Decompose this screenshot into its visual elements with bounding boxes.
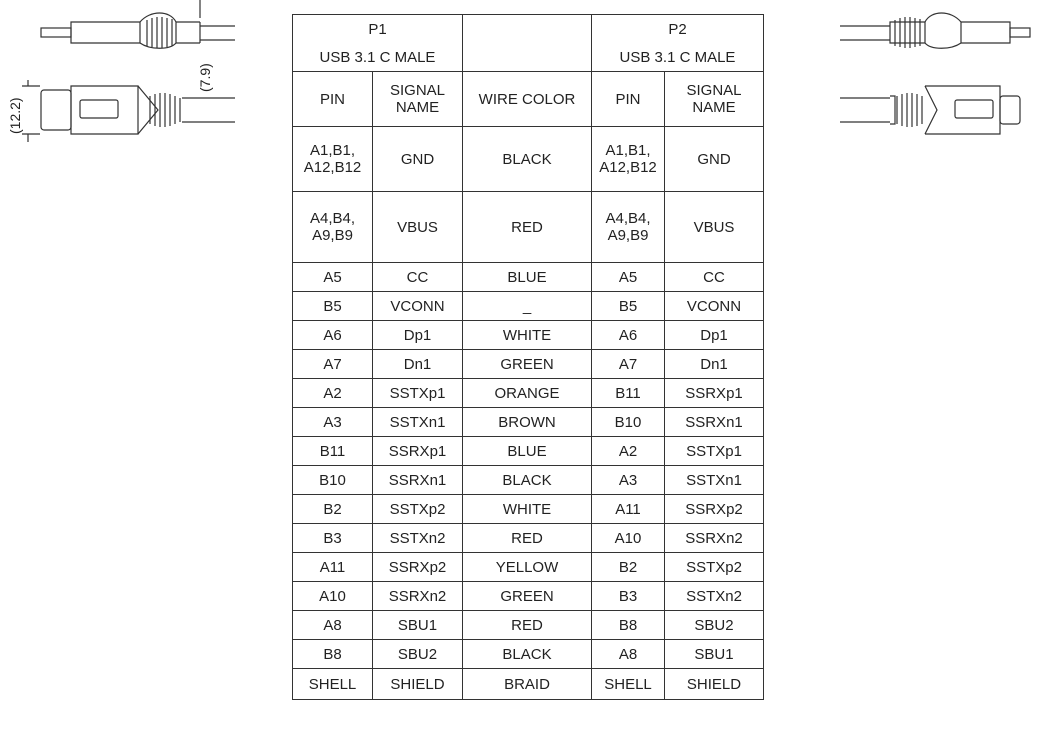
table-row xyxy=(293,292,764,321)
p2-label: P2 xyxy=(592,15,764,44)
p1-signal: Dp1 xyxy=(373,321,463,350)
table-row xyxy=(293,466,764,495)
p1-pin: A10 xyxy=(293,582,373,611)
p1-pin: A5 xyxy=(293,263,373,292)
dim-front-label: (12.2) xyxy=(7,97,23,134)
p1-label: P1 xyxy=(293,15,463,44)
p2-signal: SBU2 xyxy=(665,611,764,640)
p1-signal: SSTXp1 xyxy=(373,379,463,408)
header-row-columns xyxy=(293,72,764,127)
p2-pin: B8 xyxy=(592,611,665,640)
p1-pin: A4,B4, A9,B9 xyxy=(293,192,373,263)
p1-signal: SSRXp2 xyxy=(373,553,463,582)
p1-signal: SSRXn1 xyxy=(373,466,463,495)
right-connector-svg xyxy=(835,0,1040,150)
wire-color: WHITE xyxy=(463,321,592,350)
p2-signal: SHIELD xyxy=(665,669,764,700)
left-connector-svg xyxy=(0,0,245,150)
p2-signal: SSTXp2 xyxy=(665,553,764,582)
wire-color: BROWN xyxy=(463,408,592,437)
p1-pin: A11 xyxy=(293,553,373,582)
right-connector-drawing xyxy=(835,0,1040,150)
p2-pin: B11 xyxy=(592,379,665,408)
left-connector-drawing xyxy=(0,0,245,150)
p1-type: USB 3.1 C MALE xyxy=(293,43,463,72)
p2-pin: A7 xyxy=(592,350,665,379)
p1-pin: B11 xyxy=(293,437,373,466)
p2-signal: SSRXp2 xyxy=(665,495,764,524)
wire-header-spacer xyxy=(463,15,592,72)
right-connector-front-view xyxy=(840,86,1020,134)
p1-signal: SSRXn2 xyxy=(373,582,463,611)
header-row-connector xyxy=(293,15,764,44)
p2-pin: A6 xyxy=(592,321,665,350)
table-row xyxy=(293,379,764,408)
table-row xyxy=(293,582,764,611)
wire-color: GREEN xyxy=(463,582,592,611)
p1-signal: VCONN xyxy=(373,292,463,321)
p1-pin: B2 xyxy=(293,495,373,524)
right-connector-side-view xyxy=(840,13,1030,48)
p1-signal: CC xyxy=(373,263,463,292)
pinout-table xyxy=(292,14,764,700)
p2-pin: B10 xyxy=(592,408,665,437)
p2-pin: A8 xyxy=(592,640,665,669)
wire-color: BLUE xyxy=(463,437,592,466)
p2-signal: SSRXn2 xyxy=(665,524,764,553)
p1-pin: A1,B1, A12,B12 xyxy=(293,127,373,192)
wire-color: _ xyxy=(463,292,592,321)
dim-side-label: (7.9) xyxy=(197,63,213,92)
table-row xyxy=(293,127,764,192)
p1-pin: A7 xyxy=(293,350,373,379)
p2-pin: A1,B1, A12,B12 xyxy=(592,127,665,192)
table-row xyxy=(293,263,764,292)
p2-signal: SSTXn2 xyxy=(665,582,764,611)
p2-signal: SSRXn1 xyxy=(665,408,764,437)
p2-signal: SSTXn1 xyxy=(665,466,764,495)
p2-signal: CC xyxy=(665,263,764,292)
table-row xyxy=(293,408,764,437)
p1-signal: SSTXn2 xyxy=(373,524,463,553)
p1-signal: VBUS xyxy=(373,192,463,263)
p2-type: USB 3.1 C MALE xyxy=(592,43,764,72)
table-row xyxy=(293,524,764,553)
table-row xyxy=(293,437,764,466)
wire-color: GREEN xyxy=(463,350,592,379)
table-row xyxy=(293,611,764,640)
p2-pin: A11 xyxy=(592,495,665,524)
p2-pin: A10 xyxy=(592,524,665,553)
p2-pin: A2 xyxy=(592,437,665,466)
p1-pin: B8 xyxy=(293,640,373,669)
header-signal: SIGNAL NAME xyxy=(373,72,463,127)
header-wire: WIRE COLOR xyxy=(463,72,592,127)
header-pin: PIN xyxy=(293,72,373,127)
wire-color: BRAID xyxy=(463,669,592,700)
wire-color: YELLOW xyxy=(463,553,592,582)
p2-pin: B5 xyxy=(592,292,665,321)
table-row xyxy=(293,669,764,700)
table-row xyxy=(293,495,764,524)
wire-color: BLACK xyxy=(463,127,592,192)
p2-signal: GND xyxy=(665,127,764,192)
p2-pin: A3 xyxy=(592,466,665,495)
p1-pin: B3 xyxy=(293,524,373,553)
p2-pin: SHELL xyxy=(592,669,665,700)
p1-pin: A3 xyxy=(293,408,373,437)
p1-pin: A6 xyxy=(293,321,373,350)
wire-color: ORANGE xyxy=(463,379,592,408)
p1-pin: B5 xyxy=(293,292,373,321)
header-signal2: SIGNAL NAME xyxy=(665,72,764,127)
wire-color: BLACK xyxy=(463,466,592,495)
p2-pin: B2 xyxy=(592,553,665,582)
table-row xyxy=(293,192,764,263)
p1-signal: SSTXn1 xyxy=(373,408,463,437)
p2-signal: VCONN xyxy=(665,292,764,321)
left-connector-side-view xyxy=(41,0,235,48)
p2-signal: SSRXp1 xyxy=(665,379,764,408)
p1-signal: SSRXp1 xyxy=(373,437,463,466)
wire-color: RED xyxy=(463,611,592,640)
p2-signal: VBUS xyxy=(665,192,764,263)
p2-pin: A5 xyxy=(592,263,665,292)
p1-signal: SSTXp2 xyxy=(373,495,463,524)
wire-color: BLUE xyxy=(463,263,592,292)
p2-signal: Dn1 xyxy=(665,350,764,379)
p1-signal: GND xyxy=(373,127,463,192)
wire-color: RED xyxy=(463,524,592,553)
p1-signal: SBU2 xyxy=(373,640,463,669)
p2-signal: Dp1 xyxy=(665,321,764,350)
p2-pin: A4,B4, A9,B9 xyxy=(592,192,665,263)
p2-signal: SBU1 xyxy=(665,640,764,669)
p1-signal: SHIELD xyxy=(373,669,463,700)
table-row xyxy=(293,640,764,669)
wire-color: WHITE xyxy=(463,495,592,524)
p2-pin: B3 xyxy=(592,582,665,611)
table-row xyxy=(293,350,764,379)
table-row xyxy=(293,553,764,582)
p1-signal: SBU1 xyxy=(373,611,463,640)
p1-pin: SHELL xyxy=(293,669,373,700)
p2-signal: SSTXp1 xyxy=(665,437,764,466)
wire-color: BLACK xyxy=(463,640,592,669)
p1-pin: A8 xyxy=(293,611,373,640)
p1-pin: A2 xyxy=(293,379,373,408)
p1-signal: Dn1 xyxy=(373,350,463,379)
wire-color: RED xyxy=(463,192,592,263)
header-pin2: PIN xyxy=(592,72,665,127)
table-row xyxy=(293,321,764,350)
p1-pin: B10 xyxy=(293,466,373,495)
